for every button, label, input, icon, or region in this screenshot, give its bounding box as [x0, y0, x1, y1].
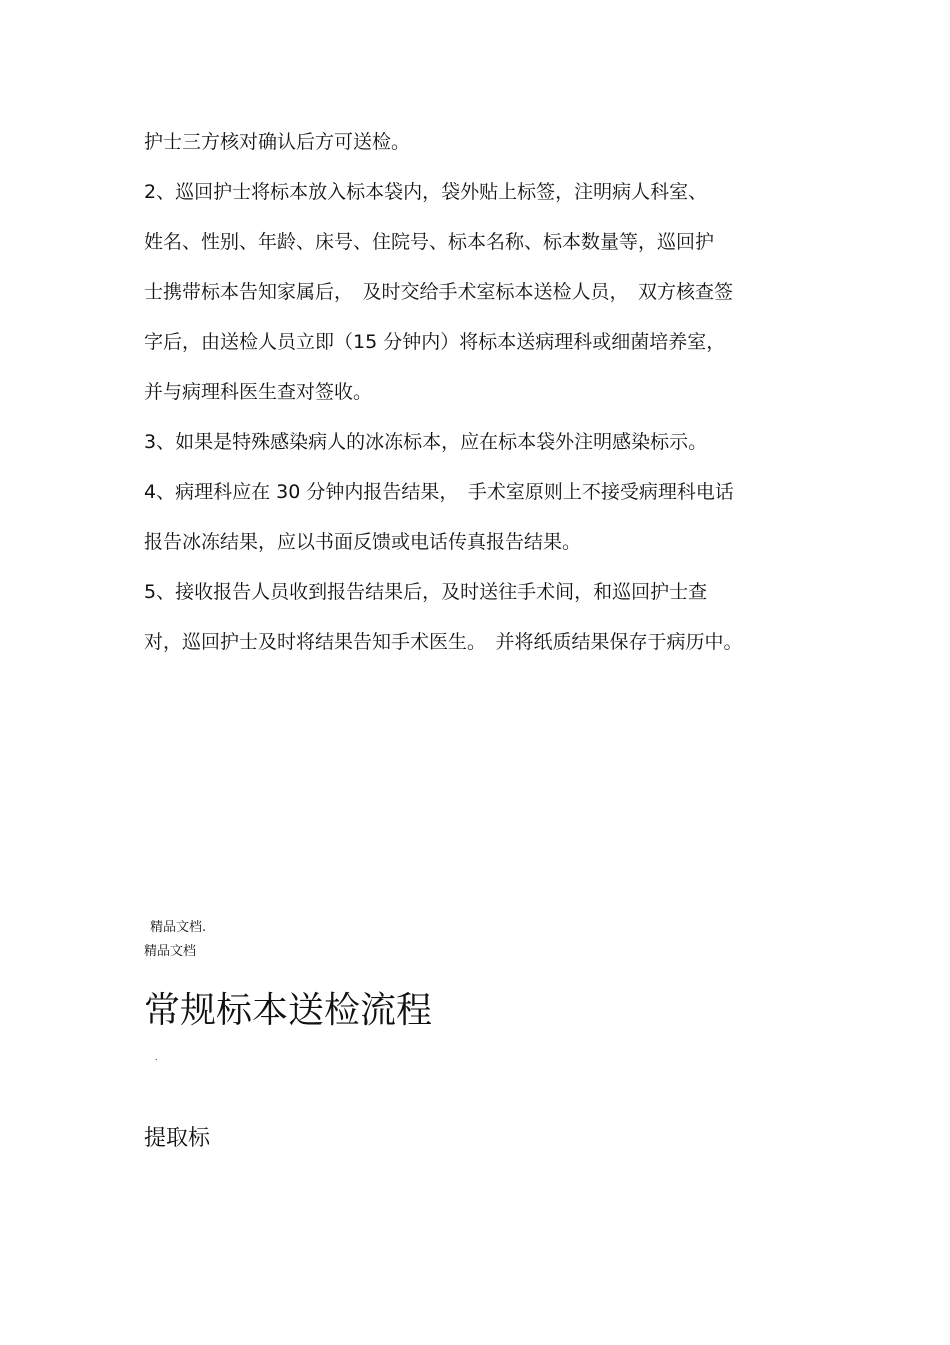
body-line-9: 报告冰冻结果，应以书面反馈或电话传真报告结果。: [144, 531, 582, 553]
footer-note-2: 精品文档: [144, 944, 197, 959]
section-title: 常规标本送检流程: [144, 990, 433, 1031]
footer-note-1: 精品文档.: [150, 920, 207, 935]
body-line-11: 对，巡回护士及时将结果告知手术医生。 并将纸质结果保存于病历中。: [144, 631, 743, 653]
body-line-7: 3、如果是特殊感染病人的冰冻标本，应在标本袋外注明感染标示。: [144, 431, 708, 453]
body-line-2: 2、巡回护士将标本放入标本袋内，袋外贴上标签，注明病人科室、: [144, 181, 708, 203]
body-line-3: 姓名、性别、年龄、床号、住院号、标本名称、标本数量等，巡回护: [144, 231, 715, 253]
flow-start-text: 提取标: [144, 1126, 211, 1151]
body-line-6: 并与病理科医生查对签收。: [144, 381, 373, 403]
body-line-4: 士携带标本告知家属后， 及时交给手术室标本送检人员， 双方核查签: [144, 281, 734, 303]
dot-mark: .: [155, 1053, 158, 1062]
body-line-8: 4、病理科应在 30 分钟内报告结果， 手术室原则上不接受病理科电话: [144, 481, 734, 503]
body-line-1: 护士三方核对确认后方可送检。: [144, 131, 411, 153]
body-line-10: 5、接收报告人员收到报告结果后，及时送往手术间，和巡回护士查: [144, 581, 708, 603]
body-line-5: 字后，由送检人员立即（15 分钟内）将标本送病理科或细菌培养室，: [144, 331, 726, 353]
